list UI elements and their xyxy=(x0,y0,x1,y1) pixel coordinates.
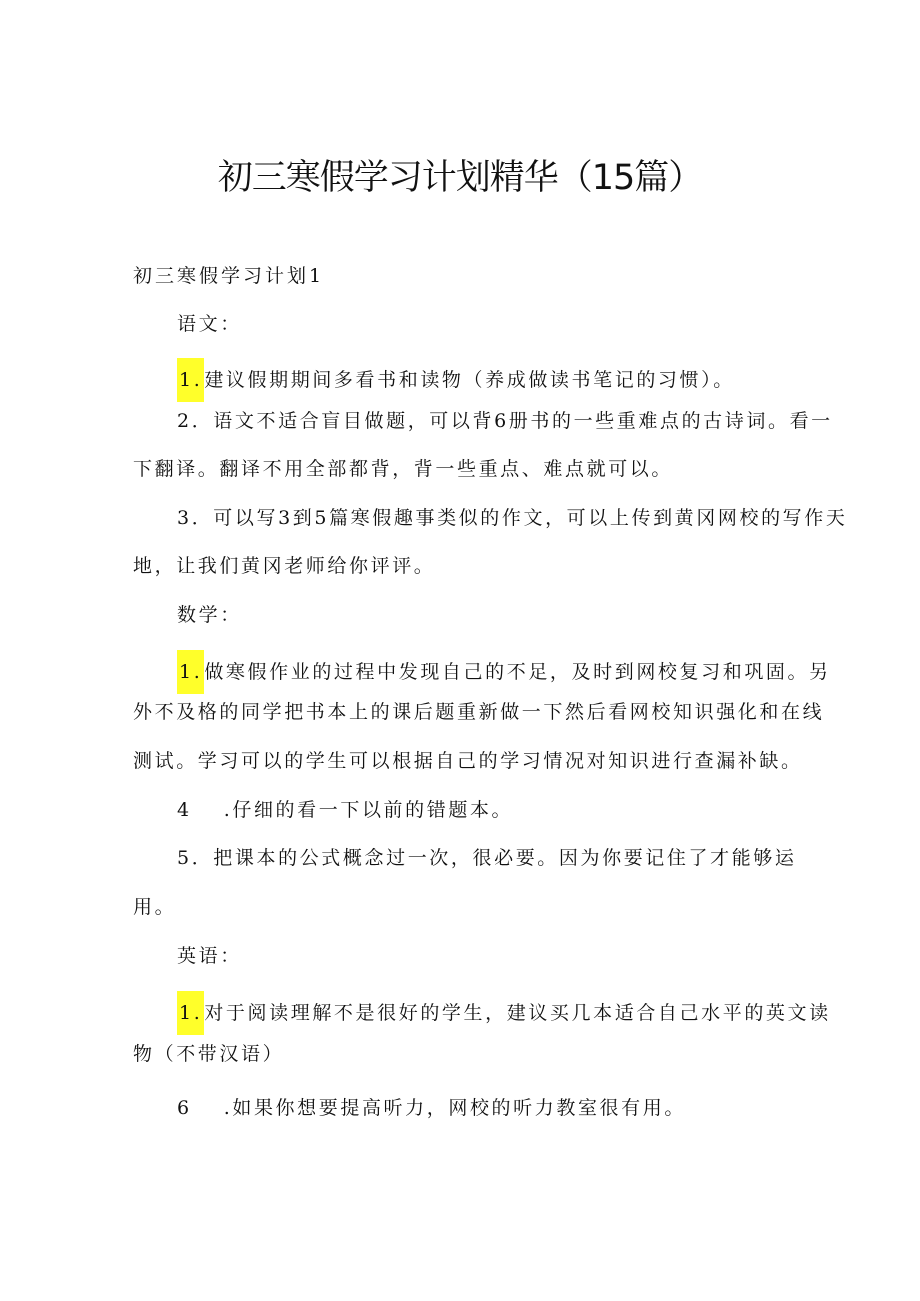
item-number-highlight: 1. xyxy=(177,650,204,694)
item-text-continued: 物（不带汉语） xyxy=(133,1043,285,1065)
subject-english: 英语： xyxy=(177,945,242,967)
item-number: 2． xyxy=(177,410,214,432)
list-item xyxy=(177,407,833,435)
item-number: 6 xyxy=(177,1097,192,1119)
item-text: 建议假期期间多看书和读物（养成做读书笔记的习惯）。 xyxy=(204,369,735,391)
item-text-continued: 用。 xyxy=(133,896,177,918)
item-text-continued: 外不及格的同学把书本上的课后题重新做一下然后看网校知识强化和在线 xyxy=(133,701,825,723)
list-item xyxy=(177,1094,686,1122)
item-text-continued: 下翻译。翻译不用全部都背，背一些重点、难点就可以。 xyxy=(133,458,674,480)
item-number-highlight: 1. xyxy=(177,991,204,1035)
subject-chinese: 语文： xyxy=(177,313,242,335)
subject-math: 数学： xyxy=(177,604,242,626)
item-text-continued: 地，让我们黄冈老师给你评评。 xyxy=(133,555,436,577)
item-text-continued: 测试。学习可以的学生可以根据自己的学习情况对知识进行查漏补缺。 xyxy=(133,750,803,772)
item-text: 把课本的公式概念过一次，很必要。因为你要记住了才能够运 xyxy=(213,847,797,869)
item-number: 5． xyxy=(177,847,214,869)
item-text: 语文不适合盲目做题，可以背6册书的一些重难点的古诗词。看一 xyxy=(213,410,833,432)
list-item xyxy=(177,358,735,402)
page-title: 初三寒假学习计划精华（15篇） xyxy=(217,158,703,198)
list-item xyxy=(177,650,831,694)
item-text: 对于阅读理解不是很好的学生，建议买几本适合自己水平的英文读 xyxy=(204,1002,831,1024)
item-number: 4 xyxy=(177,799,192,821)
item-text: 可以写3到5篇寒假趣事类似的作文，可以上传到黄冈网校的写作天 xyxy=(213,507,848,529)
item-number: 3． xyxy=(177,507,214,529)
list-item xyxy=(177,504,847,532)
item-text: .仔细的看一下以前的错题本。 xyxy=(223,799,514,821)
list-item xyxy=(177,796,513,824)
list-item xyxy=(177,844,797,872)
item-text: 做寒假作业的过程中发现自己的不足，及时到网校复习和巩固。另 xyxy=(204,661,831,683)
item-text: .如果你想要提高听力，网校的听力教室很有用。 xyxy=(223,1097,686,1119)
list-item xyxy=(177,991,831,1035)
section-heading: 初三寒假学习计划1 xyxy=(133,265,325,287)
item-number-highlight: 1. xyxy=(177,358,204,402)
